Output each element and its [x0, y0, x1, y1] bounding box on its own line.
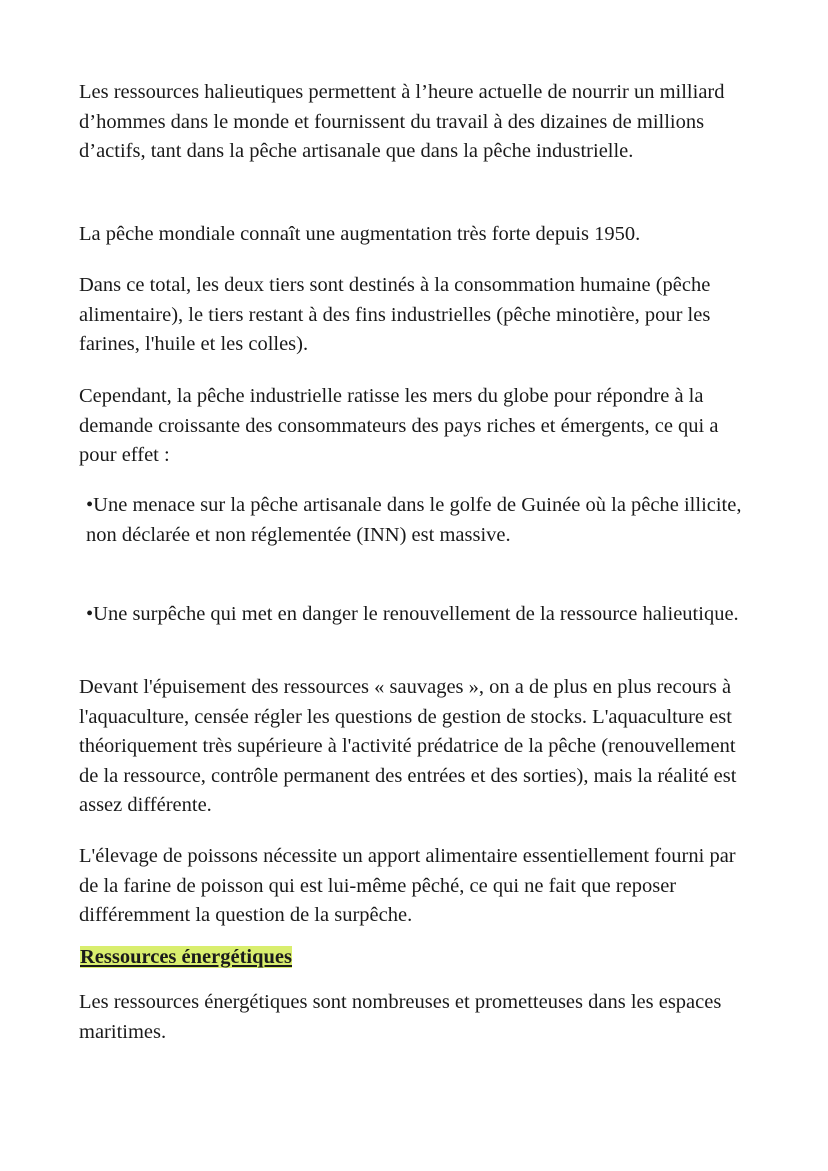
paragraph-fish-farming: L'élevage de poissons nécessite un apport alimentaire essentiellement fourni par de la farine de poisson qui est lui-même pêché, ce qui ne fait que reposer différemment la question de la surpêche. — [79, 845, 736, 926]
section-heading-energy-resources — [79, 943, 293, 972]
heading-text: Ressources énergétiques — [80, 946, 292, 968]
paragraph-fisheries-intro: Les ressources halieutiques permettent à l’heure actuelle de nourrir un milliard d’hommes dans le monde et fournissent du travail à des dizaines de millions d’actifs, tant dans la pêche artisanale que dans la pêche industrielle. — [79, 81, 725, 162]
paragraph-world-fishing: La pêche mondiale connaît une augmentation très forte depuis 1950. — [79, 223, 641, 245]
paragraph-aquaculture: Devant l'épuisement des ressources « sauvages », on a de plus en plus recours à l'aquaculture, censée régler les questions de gestion de stocks. L'aquaculture est théoriquement très supérieure à l'activité prédatrice de la pêche (renouvellement de la ressource, contrôle permanent des entrées et des sorties), mais la réalité est assez différente. — [79, 676, 737, 816]
bullet-artisanal-threat: •Une menace sur la pêche artisanale dans le golfe de Guinée où la pêche illicite, non déclarée et non réglementée (INN) est massive. — [86, 494, 742, 546]
bullet-overfishing: •Une surpêche qui met en danger le renouvellement de la ressource halieutique. — [86, 603, 739, 625]
paragraph-energy-resources: Les ressources énergétiques sont nombreuses et prometteuses dans les espaces maritimes. — [79, 991, 722, 1043]
paragraph-consumption-share: Dans ce total, les deux tiers sont destinés à la consommation humaine (pêche alimentaire), le tiers restant à des fins industrielles (pêche minotière, pour les farines, l'huile et les colles). — [79, 274, 711, 355]
paragraph-industrial-fishing: Cependant, la pêche industrielle ratisse les mers du globe pour répondre à la demande croissante des consommateurs des pays riches et émergents, ce qui a pour effet : — [79, 385, 719, 466]
